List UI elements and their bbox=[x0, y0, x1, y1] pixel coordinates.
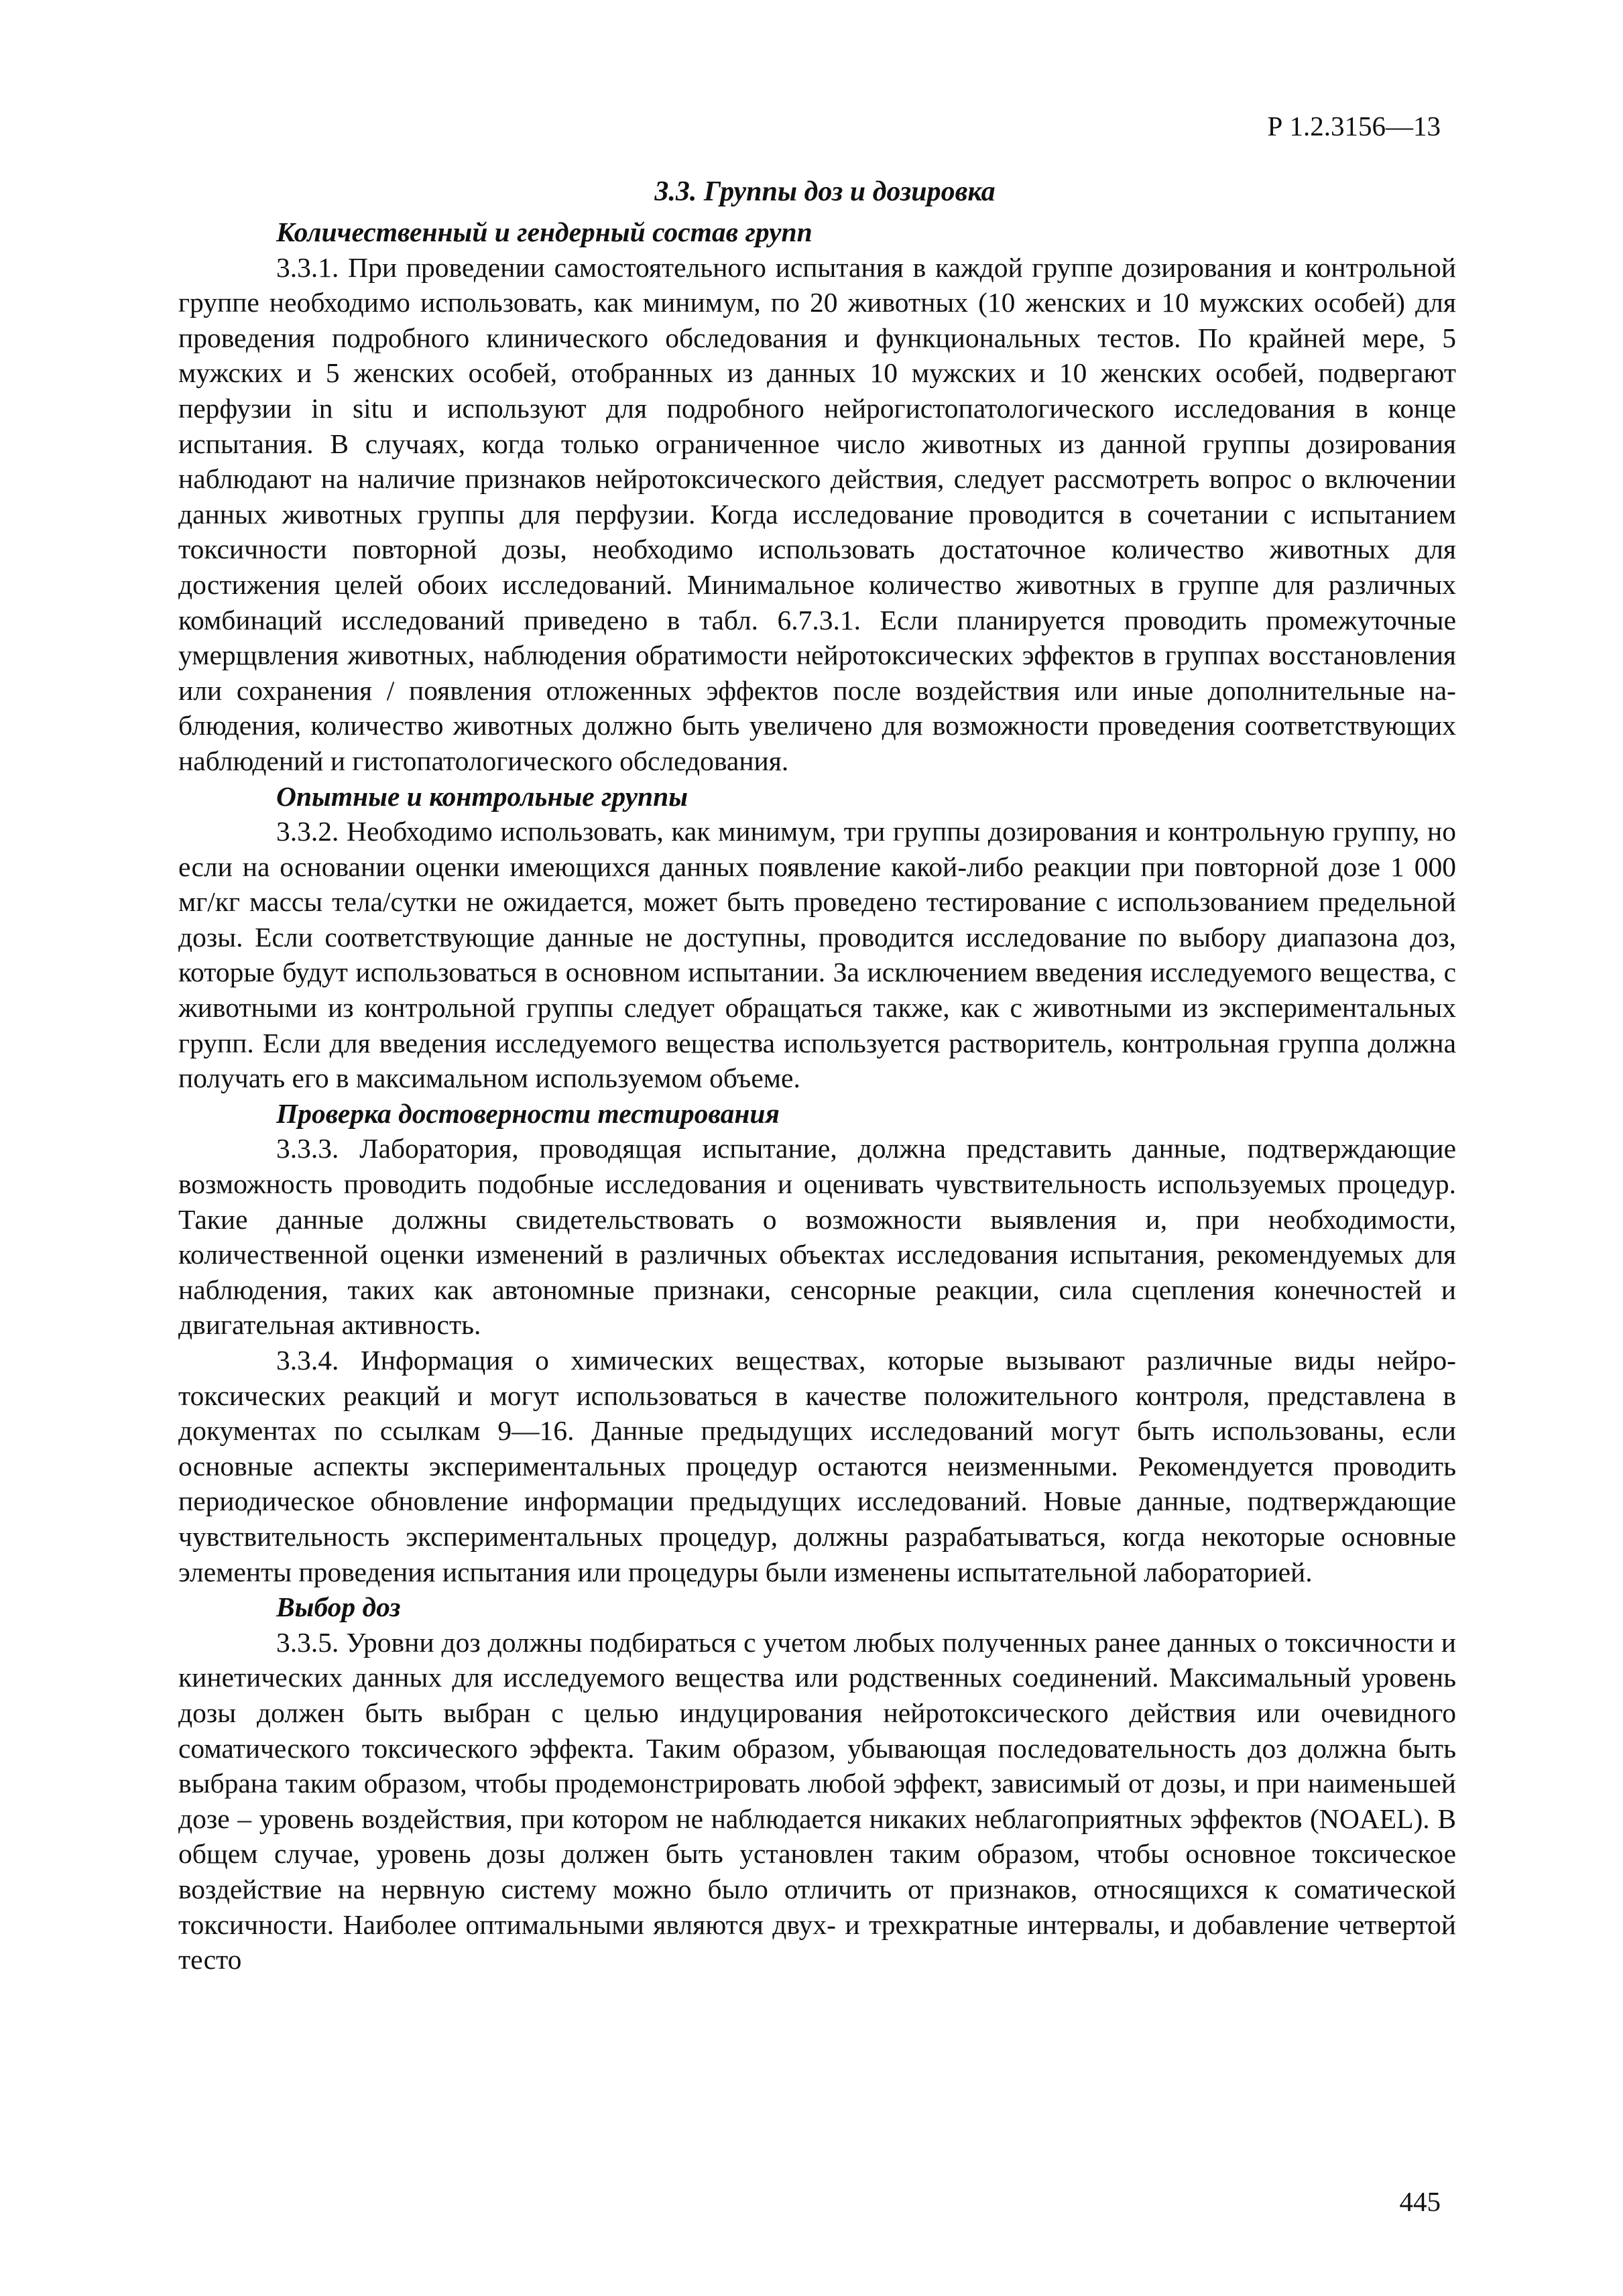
subsection-heading-test-control-groups: Опытные и контрольные группы bbox=[276, 780, 688, 812]
document-code: Р 1.2.3156—13 bbox=[1267, 111, 1441, 141]
subsection-heading-dose-selection: Выбор доз bbox=[276, 1591, 401, 1623]
paragraph-3-3-1: 3.3.1. При проведении самостоятельного испытания в каждой группе дозирования и контрольной группе необходимо использовать, как минимум, по 20 животных (10 женских и 10 мужских особей) для проведения подробного клинического обследования и функциональных тестов. По крайней мере, 5 мужских и 5 женских особей, отобранных из данных 10 мужских и 10 женских особей, подвергают перфузии in situ и используют для подробного нейрогистопатологического исследования в конце испытания. В случаях, когда только ограниченное число животных из данной группы дозирования наблюдают на наличие признаков нейротоксического действия, следует рассмотреть вопрос о включении данных животных группы для перфузии. Когда исследование проводится в сочетании с испытанием токсичности повторной дозы, необходимо использовать достаточное количество животных для достижения целей обоих исследований. Минимальное количество животных в группе для различных комбинаций исследований приведено в табл. 6.7.3.1. Если планируется проводить промежуточные умерщвления животных, наблюдения обратимости нейротоксических эффектов в группах восстановления или сохранения / появления отложенных эффектов после воздействия или иные дополнительные наблюдения, количество животных должно быть увеличено для возможности проведения соответствующих наблюдений и гистопатологического обследования. bbox=[178, 251, 1456, 776]
page-number: 445 bbox=[1399, 2186, 1441, 2217]
subsection-heading-group-composition: Количественный и гендерный состав групп bbox=[276, 217, 813, 247]
body-text bbox=[178, 215, 1456, 1978]
paragraph-3-3-3: 3.3.3. Лаборатория, проводящая испытание, должна представить данные, подтверждающие возможность проводить подобные исследования и оценивать чувствительность используемых процедур. Такие данные должны свидетельствовать о возможности выявления и, при необходимости, количественной оценки изменений в различных объектах исследования испытания, рекомендуемых для наблюдения, таких как автономные признаки, сенсорные реакции, сила сцепления конечностей и двигательная активность. bbox=[178, 1133, 1456, 1341]
subsection-heading-validity-check: Проверка достоверности тестирования bbox=[276, 1097, 780, 1129]
paragraph-3-3-4: 3.3.4. Информация о химических веществах, которые вызывают различные виды нейротоксических реакций и могут использоваться в качестве положительного контроля, представлена в документах по ссылкам 9—16. Данные предыдущих исследований могут быть использованы, если основные аспекты экспериментальных процедур остаются неизменными. Рекомендуется проводить периодическое обновление информации предыдущих исследований. Новые данные, подтверждающие чувствительность экспериментальных процедур, должны разрабатываться, когда некоторые основные элементы проведения испытания или процедуры были изменены испытательной лабораторией. bbox=[178, 1345, 1456, 1587]
paragraph-3-3-2: 3.3.2. Необходимо использовать, как минимум, три группы дозирования и контрольную группу, но если на основании оценки имеющихся данных появление какой-либо реакции при повторной дозе 1 000 мг/кг массы тела/сутки не ожидается, может быть проведено тестирование с использованием предельной дозы. Если соответствующие данные не доступны, проводится исследование по выбору диапазона доз, которые будут использоваться в основном испытании. За исключением введения исследуемого вещества, с животными из контрольной группы следует обращаться также, как с животными из экспериментальных групп. Если для введения исследуемого вещества используется растворитель, контрольная группа должна получать его в максимальном используемом объеме. bbox=[178, 816, 1456, 1094]
section-title: 3.3. Группы доз и дозировка bbox=[654, 176, 996, 207]
paragraph-3-3-5: 3.3.5. Уровни доз должны подбираться с учетом любых полученных ранее данных о токсичности и кинетических данных для исследуемого вещества или родственных соединений. Максимальный уровень дозы должен быть выбран с целью индуцирования нейротоксического действия или очевидного соматического токсического эффекта. Таким образом, убывающая последовательность доз должна быть выбрана таким образом, чтобы продемонстрировать любой эффект, зависимый от дозы, и при наименьшей дозе – уровень воздействия, при котором не наблюдается никаких неблагоприятных эффектов (NOAEL). В общем случае, уровень дозы должен быть установлен таким образом, чтобы основное токсическое воздействие на нервную систему можно было отличить от признаков, относящихся к соматической токсичности. Наиболее оптимальными являются двух- и трехкратные интервалы, и добавление четвертой тесто bbox=[178, 1626, 1456, 1976]
